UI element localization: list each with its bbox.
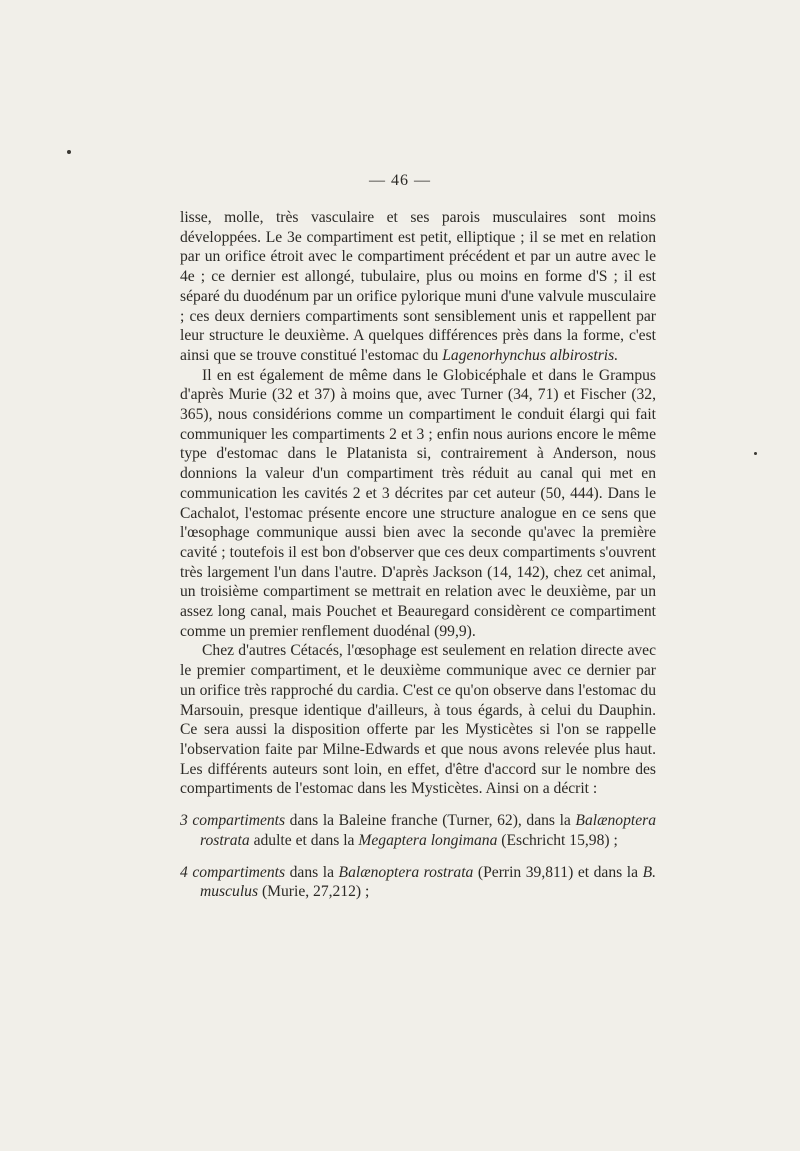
paragraph-text: lisse, molle, très vasculaire et ses parois musculaires sont moins développées. Le 3e compartiment est petit, elliptique ; il se met en relation par un orifice étroit avec le compartiment précédent et par un autre avec le 4e ; ce dernier est allongé, tubulaire, plus ou moins en forme d'S ; il est séparé du duodénum par un orifice pylorique muni d'une valvule musculaire ; ces deux derniers compartiments sont sensiblement unis et rappellent par leur structure le deuxième. A quelques différences près dans la forme, c'est ainsi que se trouve constitué l'estomac du (180, 209, 656, 364)
paragraph: Chez d'autres Cétacés, l'œsophage est seulement en relation directe avec le premier compartiment, et le deuxième communique avec ce dernier par un orifice très rapproché du cardia. C'est ce qu'on observe dans l'estomac du Marsouin, presque identique d'ailleurs, à tous égards, à celui du Dauphin. Ce sera aussi la disposition offerte par les Mysticètes si l'on se rappelle l'observation faite par Milne-Edwards et que nous avons relevée plus haut. Les différents auteurs sont loin, en effet, d'être d'accord sur le nombre des compartiments de l'estomac dans les Mysticètes. Ainsi on a décrit : (180, 642, 656, 798)
species-name: B. musculus (200, 863, 656, 901)
margin-dot-mark (67, 150, 71, 154)
list-item: 4 compartiments dans la Balænoptera rostrata (Perrin 39,811) et dans la B. musculus (Murie, 27,212) ; (180, 863, 656, 901)
species-name: Lagenorhynchus albirostris. (442, 346, 619, 364)
paragraph: Il en est également de même dans le Globicéphale et dans le Grampus d'après Murie (32 et 37) à moins que, avec Turner (34, 71) et Fischer (32, 365), nous considérions comme un compartiment le conduit élargi qui fait communiquer les compartiments 2 et 3 ; enfin nous aurions encore le même type d'estomac dans le Platanista si, contrairement à Anderson, nous donnions la valeur d'un compartiment très réduit au canal qui met en communication les cavités 2 et 3 décrites par cet auteur (50, 444). Dans le Cachalot, l'estomac présente encore une structure analogue en ce sens que l'œsophage communique aussi bien avec la seconde qu'avec la première cavité ; toutefois il est bon d'observer que ces deux compartiments s'ouvrent très largement l'un dans l'autre. D'après Jackson (14, 142), chez cet animal, un troisième compartiment se mettrait en relation avec le deuxième, par un assez long canal, mais Pouchet et Beauregard considèrent ce compartiment comme un premier renflement duodénal (99,9). (180, 366, 656, 640)
list-lead: 3 compartiments (180, 812, 286, 830)
list-item: 3 compartiments dans la Baleine franche (Turner, 62), dans la Balænoptera rostrata adulte et dans la Megaptera longimana (Eschricht 15,98) ; (180, 812, 656, 849)
species-name: Balænoptera rostrata (200, 812, 656, 849)
paragraph (180, 208, 656, 366)
species-name: Megaptera longimana (358, 831, 498, 849)
page-number: — 46 — (369, 172, 431, 189)
margin-dot-mark (754, 452, 757, 455)
body-text (180, 208, 656, 902)
species-name: Balænoptera rostrata (338, 863, 474, 881)
list-lead: 4 compartiments (180, 863, 286, 881)
